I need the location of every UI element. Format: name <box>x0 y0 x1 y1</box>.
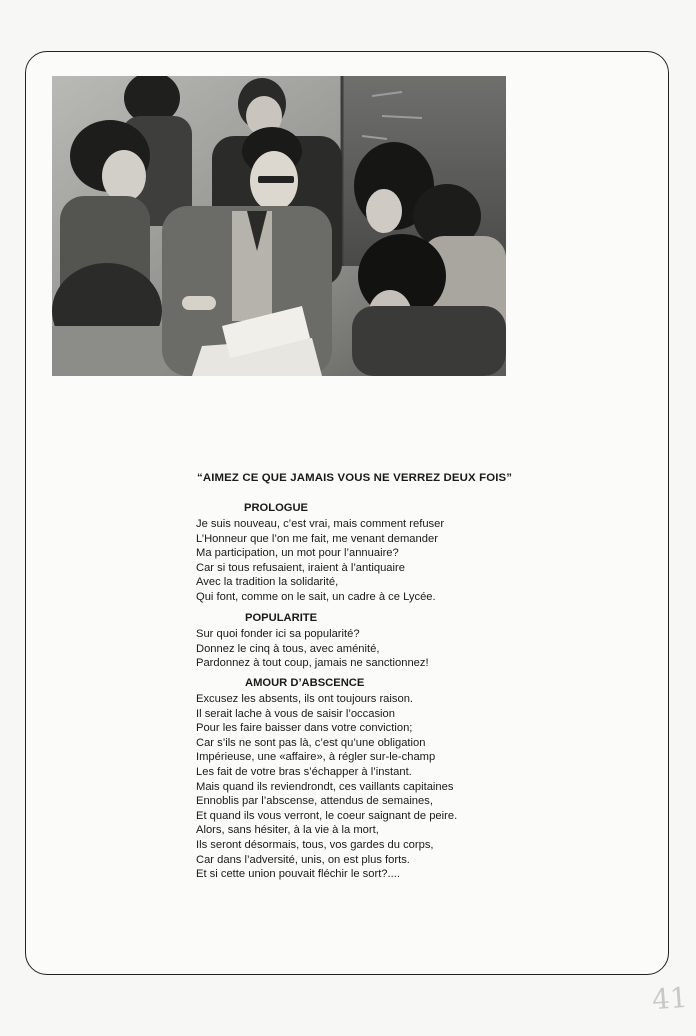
section-heading-prologue: PROLOGUE <box>244 502 309 514</box>
poem-line: L’Honneur que l’on me fait, me venant demander <box>196 532 438 545</box>
section-heading-popularite: POPULARITE <box>245 612 318 624</box>
poem-line: Car dans l’adversité, unis, on est plus forts. <box>196 853 410 866</box>
poem-line: Car s’ils ne sont pas là, c’est qu’une obligation <box>196 736 426 749</box>
poem-title: “AIMEZ CE QUE JAMAIS VOUS NE VERREZ DEUX FOIS” <box>197 472 513 484</box>
poem-line: Pour les faire baisser dans votre conviction; <box>196 722 413 735</box>
poem-line: Sur quoi fonder ici sa popularité? <box>196 628 360 640</box>
poem-line: Qui font, comme on le sait, un cadre à ce Lycée. <box>196 590 436 603</box>
group-photo-illustration <box>52 76 506 376</box>
poem-line: Ma participation, un mot pour l’annuaire? <box>196 547 399 560</box>
poem-line: Ennoblis par l’abscense, attendus de semaines, <box>196 795 433 808</box>
poem-line: Pardonnez à tout coup, jamais ne sanctionnez! <box>196 657 429 670</box>
poem-line: Excusez les absents, ils ont toujours raison. <box>196 693 414 705</box>
poem-line: Et quand ils vous verront, le coeur saignant de peire. <box>196 809 458 822</box>
section-amour-dabscence-lines <box>196 692 457 882</box>
poem-line: Donnez le cinq à tous, avec aménité, <box>196 642 380 655</box>
section-prologue-lines <box>196 517 444 605</box>
section-heading-amour-dabscence: AMOUR D’ABSCENCE <box>245 677 365 689</box>
poem-line: Je suis nouveau, c’est vrai, mais comment refuser <box>196 518 445 530</box>
group-photo <box>52 76 506 376</box>
poem-line: Impérieuse, une «affaire», à régler sur-le-champ <box>196 751 436 764</box>
poem-line: Alors, sans hésiter, à la vie à la mort, <box>196 824 379 837</box>
poem-line: Mais quand ils reviendrondt, ces vaillants capitaines <box>196 780 454 793</box>
poem-line: Ils seront désormais, tous, vos gardes du corps, <box>196 838 434 851</box>
section-popularite-lines <box>196 627 429 671</box>
poem-line: Et si cette union pouvait fléchir le sort?.... <box>196 868 400 881</box>
poem-line: Avec la tradition la solidarité, <box>196 576 339 589</box>
poem-line: Car si tous refusaient, iraient à l’antiquaire <box>196 561 405 574</box>
page-number: 41 <box>650 980 689 1017</box>
poem-line: Les fait de votre bras s’échapper à l’instant. <box>196 765 412 778</box>
poem-line: Il serait lache à vous de saisir l’occasion <box>196 707 395 720</box>
